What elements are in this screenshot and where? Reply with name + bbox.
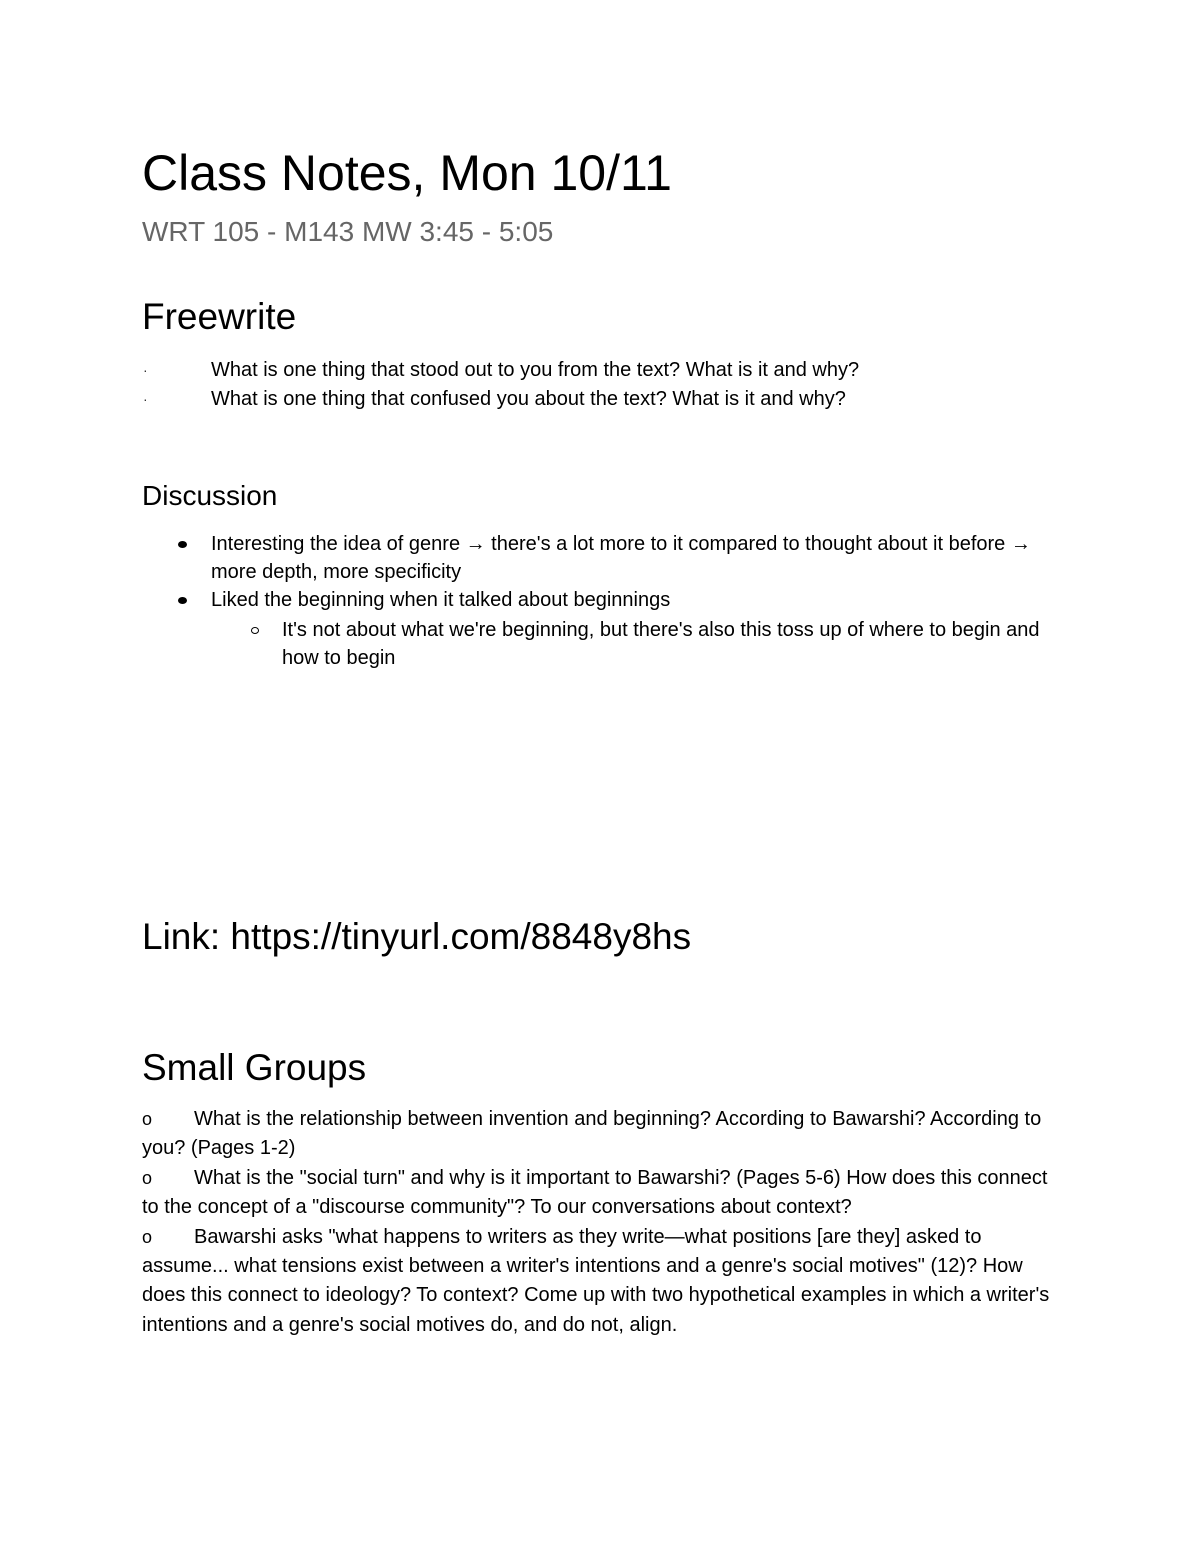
list-item xyxy=(142,1164,1062,1223)
circle-bullet-icon: o xyxy=(142,1226,153,1247)
small-groups-item-text: What is the relationship between invention and beginning? According to Bawarshi? According to you? (Pages 1-2) xyxy=(142,1108,1042,1160)
discussion-list xyxy=(142,530,1072,672)
bullet-dot-icon: · xyxy=(143,391,148,407)
list-item xyxy=(142,385,1102,414)
list-item xyxy=(142,586,1072,614)
discussion-heading: Discussion xyxy=(142,480,278,511)
discussion-item-text: Interesting the idea of genre → there's a lot more to it compared to thought about it before → more depth, more specificity xyxy=(211,533,1031,583)
circle-bullet-icon: o xyxy=(142,1109,153,1129)
discussion-item-text: Liked the beginning when it talked about beginnings xyxy=(211,589,671,611)
small-groups-list xyxy=(142,1105,1062,1340)
bullet-dot-icon: · xyxy=(143,362,148,378)
list-item xyxy=(142,1223,1062,1341)
list-item xyxy=(142,356,1102,385)
page-title: Class Notes, Mon 10/11 xyxy=(142,145,672,201)
list-item xyxy=(142,1105,1062,1164)
small-groups-item-text: Bawarshi asks "what happens to writers as they write—what positions [are they] asked to assume... what tensions exist between a writer's intentions and a genre's social motives" (12)? How does this connect to ideology? To context? Come up with two hypothetical examples in which a writer's intentions and a genre's social motives do, and do not, align. xyxy=(142,1225,1050,1336)
freewrite-item-text: What is one thing that confused you about the text? What is it and why? xyxy=(211,388,846,410)
bullet-icon xyxy=(178,597,187,604)
freewrite-heading: Freewrite xyxy=(142,296,297,337)
bullet-icon xyxy=(178,541,187,548)
circle-bullet-icon: o xyxy=(142,1167,153,1188)
hollow-bullet-icon xyxy=(251,627,259,634)
discussion-subitem-text: It's not about what we're beginning, but there's also this toss up of where to begin and how to begin xyxy=(282,619,1040,669)
freewrite-item-text: What is one thing that stood out to you from the text? What is it and why? xyxy=(211,359,860,381)
link-text[interactable]: Link: https://tinyurl.com/8848y8hs xyxy=(142,916,692,957)
page-subtitle: WRT 105 - M143 MW 3:45 - 5:05 xyxy=(142,216,554,247)
list-subitem xyxy=(142,616,1072,672)
list-item xyxy=(142,530,1072,586)
small-groups-item-text: What is the "social turn" and why is it important to Bawarshi? (Pages 5-6) How does this connect to the concept of a "discourse community"? To our conversations about context? xyxy=(142,1166,1048,1219)
small-groups-heading: Small Groups xyxy=(142,1047,367,1088)
freewrite-list xyxy=(142,356,1102,414)
